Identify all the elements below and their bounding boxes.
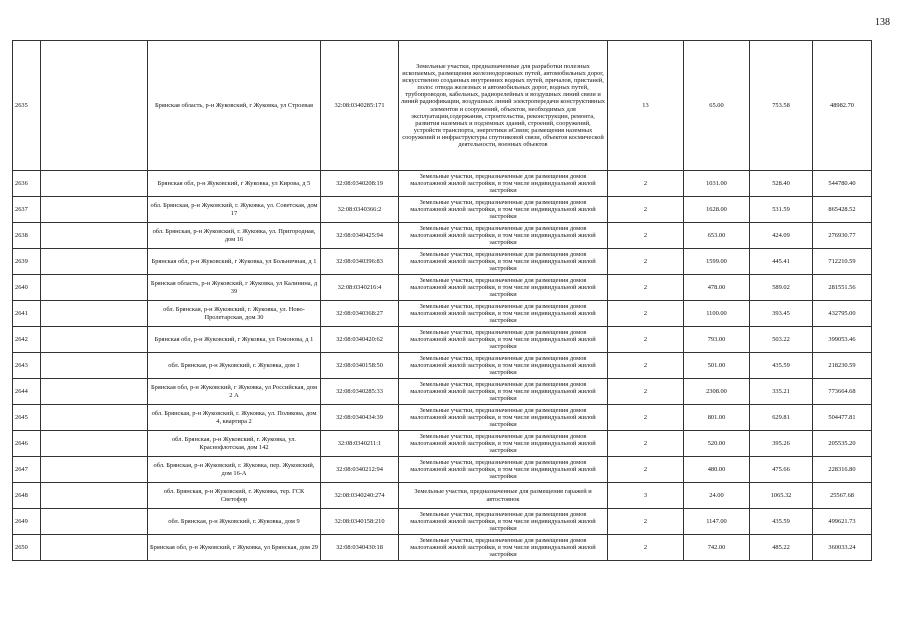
land-use-cell: Земельные участки, предназначенные для размещения домов малоэтажной жилой застройки, в том числе индивидуальной жилой застройки (399, 535, 608, 561)
area-cell: 24.00 (684, 483, 750, 509)
row-number: 2639 (13, 249, 41, 275)
empty-cell (41, 223, 148, 249)
empty-cell (41, 535, 148, 561)
row-number: 2636 (13, 171, 41, 197)
cadastral-value-cell: 499621.73 (813, 509, 872, 535)
land-use-cell: Земельные участки, предназначенные для размещения домов малоэтажной жилой застройки, в том числе индивидуальной жилой застройки (399, 379, 608, 405)
table-row (13, 171, 872, 197)
row-number: 2647 (13, 457, 41, 483)
table-row (13, 509, 872, 535)
address-cell: обл. Брянская, р-н Жуковский, г. Жуковка, ул. Полякова, дом 4, квартира 2 (148, 405, 321, 431)
use-group-cell: 2 (608, 275, 684, 301)
empty-cell (41, 405, 148, 431)
row-number: 2649 (13, 509, 41, 535)
cadastral-number-cell: 32:08:0340158:50 (321, 353, 399, 379)
empty-cell (41, 379, 148, 405)
empty-cell (41, 509, 148, 535)
address-cell: обл. Брянская, р-н Жуковский, г. Жуковка, дом 1 (148, 353, 321, 379)
use-group-cell: 2 (608, 353, 684, 379)
cadastral-value-cell: 773664.68 (813, 379, 872, 405)
page-number: 138 (875, 17, 890, 28)
cadastral-value-cell: 504477.81 (813, 405, 872, 431)
table-row (13, 483, 872, 509)
land-use-cell: Земельные участки, предназначенные для размещения домов малоэтажной жилой застройки, в том числе индивидуальной жилой застройки (399, 249, 608, 275)
use-group-cell: 2 (608, 535, 684, 561)
row-number: 2650 (13, 535, 41, 561)
area-cell: 742.00 (684, 535, 750, 561)
row-number: 2638 (13, 223, 41, 249)
land-use-cell: Земельные участки, предназначенные для разработки полезных ископаемых, размещения железнодорожных путей, автомобильных дорог, искусственно созданных внутренних водных путей, причалов, пристаней, полос отвода железных и автомобильных дорог, водных путей, трубопроводов, кабельных, радиорелейных и воздушных линий связи и линий радиофикации, воздушных линий электропередачи конструктивных элементов и сооружений, объектов, необходимых для эксплуатации,содержания, строительства, реконструкции, ремонта, развития наземных и подземных зданий, строений, сооружений, устройств транспорта, энергетики иСвязи; размещения наземных сооружений и инфраструктуры спутниковой связи, объектов космической деятельности, военных объектов (399, 41, 608, 171)
area-cell: 793.00 (684, 327, 750, 353)
cadastral-value-cell: 544780.40 (813, 171, 872, 197)
table-row (13, 353, 872, 379)
row-number: 2648 (13, 483, 41, 509)
area-cell: 1100.00 (684, 301, 750, 327)
specific-value-cell: 424.09 (750, 223, 813, 249)
cadastral-value-cell: 399053.46 (813, 327, 872, 353)
specific-value-cell: 335.21 (750, 379, 813, 405)
cadastral-value-cell: 360033.24 (813, 535, 872, 561)
cadastral-number-cell: 32:08:0340430:18 (321, 535, 399, 561)
area-cell: 653.00 (684, 223, 750, 249)
empty-cell (41, 327, 148, 353)
empty-cell (41, 171, 148, 197)
use-group-cell: 2 (608, 171, 684, 197)
area-cell: 1599.00 (684, 249, 750, 275)
row-number: 2643 (13, 353, 41, 379)
cadastral-number-cell: 32:08:0340425:94 (321, 223, 399, 249)
land-use-cell: Земельные участки, предназначенные для размещения домов малоэтажной жилой застройки, в том числе индивидуальной жилой застройки (399, 197, 608, 223)
use-group-cell: 3 (608, 483, 684, 509)
address-cell: Брянская обл, р-н Жуковский, г Жуковка, ул Брянская, дом 29 (148, 535, 321, 561)
row-number: 2646 (13, 431, 41, 457)
area-cell: 65.00 (684, 41, 750, 171)
table-row (13, 275, 872, 301)
specific-value-cell: 1065.32 (750, 483, 813, 509)
row-number: 2642 (13, 327, 41, 353)
use-group-cell: 2 (608, 509, 684, 535)
table-row (13, 197, 872, 223)
use-group-cell: 2 (608, 405, 684, 431)
table-row (13, 41, 872, 171)
address-cell: обл. Брянская, р-н Жуковский, г. Жуковка, дом 9 (148, 509, 321, 535)
area-cell: 501.00 (684, 353, 750, 379)
empty-cell (41, 353, 148, 379)
table-row (13, 327, 872, 353)
specific-value-cell: 503.22 (750, 327, 813, 353)
row-number: 2637 (13, 197, 41, 223)
empty-cell (41, 249, 148, 275)
address-cell: Брянская область, р-н Жуковский, г Жуковка, ул Строевая (148, 41, 321, 171)
cadastral-number-cell: 32:08:0340366:2 (321, 197, 399, 223)
land-register-table (12, 40, 872, 561)
cadastral-number-cell: 32:08:0340216:4 (321, 275, 399, 301)
land-use-cell: Земельные участки, предназначенные для размещения домов малоэтажной жилой застройки, в том числе индивидуальной жилой застройки (399, 275, 608, 301)
cadastral-value-cell: 276930.77 (813, 223, 872, 249)
use-group-cell: 2 (608, 431, 684, 457)
area-cell: 480.00 (684, 457, 750, 483)
use-group-cell: 2 (608, 301, 684, 327)
specific-value-cell: 629.81 (750, 405, 813, 431)
empty-cell (41, 483, 148, 509)
specific-value-cell: 395.26 (750, 431, 813, 457)
address-cell: обл. Брянская, р-н Жуковский, г. Жуковка, ул. Ново-Пролетарская, дом 30 (148, 301, 321, 327)
specific-value-cell: 753.58 (750, 41, 813, 171)
row-number: 2635 (13, 41, 41, 171)
land-use-cell: Земельные участки, предназначенные для размещения домов малоэтажной жилой застройки, в том числе индивидуальной жилой застройки (399, 353, 608, 379)
row-number: 2641 (13, 301, 41, 327)
empty-cell (41, 301, 148, 327)
table-body (13, 41, 872, 561)
land-use-cell: Земельные участки, предназначенные для размещения домов малоэтажной жилой застройки, в том числе индивидуальной жилой застройки (399, 171, 608, 197)
address-cell: обл. Брянская, р-н Жуковский, г. Жуковка, ул. Советская, дом 17 (148, 197, 321, 223)
address-cell: Брянская область, р-н Жуковский, г Жуковка, ул Калинина, д 39 (148, 275, 321, 301)
use-group-cell: 2 (608, 327, 684, 353)
row-number: 2640 (13, 275, 41, 301)
use-group-cell: 2 (608, 197, 684, 223)
table-row (13, 535, 872, 561)
land-use-cell: Земельные участки, предназначенные для размещения домов малоэтажной жилой застройки, в том числе индивидуальной жилой застройки (399, 431, 608, 457)
specific-value-cell: 475.66 (750, 457, 813, 483)
use-group-cell: 2 (608, 379, 684, 405)
table-row (13, 249, 872, 275)
area-cell: 478.00 (684, 275, 750, 301)
empty-cell (41, 275, 148, 301)
specific-value-cell: 393.45 (750, 301, 813, 327)
address-cell: обл. Брянская, р-н Жуковский, г. Жуковка, ул. Краснофлотская, дом 142 (148, 431, 321, 457)
area-cell: 1147.00 (684, 509, 750, 535)
cadastral-value-cell: 228316.80 (813, 457, 872, 483)
table-row (13, 223, 872, 249)
cadastral-number-cell: 32:08:0340285:171 (321, 41, 399, 171)
land-use-cell: Земельные участки, предназначенные для размещения домов малоэтажной жилой застройки, в том числе индивидуальной жилой застройки (399, 405, 608, 431)
area-cell: 520.00 (684, 431, 750, 457)
table-row (13, 405, 872, 431)
table-row (13, 379, 872, 405)
cadastral-value-cell: 218230.59 (813, 353, 872, 379)
address-cell: Брянская обл, р-н Жуковский, г Жуковка, ул Гомонова, д 1 (148, 327, 321, 353)
land-use-cell: Земельные участки, предназначенные для размещения домов малоэтажной жилой застройки, в том числе индивидуальной жилой застройки (399, 327, 608, 353)
cadastral-number-cell: 32:08:0340396:83 (321, 249, 399, 275)
cadastral-number-cell: 32:08:0340212:94 (321, 457, 399, 483)
row-number: 2645 (13, 405, 41, 431)
address-cell: Брянская обл, р-н Жуковский, г Жуковка, ул Больничная, д 1 (148, 249, 321, 275)
cadastral-value-cell: 25567.68 (813, 483, 872, 509)
cadastral-value-cell: 281551.56 (813, 275, 872, 301)
empty-cell (41, 431, 148, 457)
cadastral-number-cell: 32:08:0340158:210 (321, 509, 399, 535)
cadastral-value-cell: 865428.52 (813, 197, 872, 223)
address-cell: обл. Брянская, р-н Жуковский, г. Жуковка, пер. Жуковский, дом 16-А (148, 457, 321, 483)
area-cell: 801.00 (684, 405, 750, 431)
cadastral-number-cell: 32:08:0340368:27 (321, 301, 399, 327)
cadastral-number-cell: 32:08:0340285:33 (321, 379, 399, 405)
row-number: 2644 (13, 379, 41, 405)
table-row (13, 301, 872, 327)
address-cell: обл. Брянская, р-н Жуковский, г. Жуковка, ул. Пригородная, дом 16 (148, 223, 321, 249)
specific-value-cell: 435.59 (750, 509, 813, 535)
cadastral-number-cell: 32:08:0340434:39 (321, 405, 399, 431)
cadastral-number-cell: 32:08:0340211:1 (321, 431, 399, 457)
address-cell: обл. Брянская, р-н Жуковский, г. Жуковка, тер. ГСК Светофор (148, 483, 321, 509)
cadastral-value-cell: 712210.59 (813, 249, 872, 275)
area-cell: 1031.00 (684, 171, 750, 197)
specific-value-cell: 485.22 (750, 535, 813, 561)
use-group-cell: 2 (608, 457, 684, 483)
area-cell: 1628.00 (684, 197, 750, 223)
address-cell: Брянская обл, р-н Жуковский, г Жуковка, ул Российская, дом 2 А (148, 379, 321, 405)
empty-cell (41, 457, 148, 483)
use-group-cell: 2 (608, 223, 684, 249)
use-group-cell: 13 (608, 41, 684, 171)
specific-value-cell: 589.02 (750, 275, 813, 301)
cadastral-value-cell: 205535.20 (813, 431, 872, 457)
specific-value-cell: 528.40 (750, 171, 813, 197)
cadastral-number-cell: 32:08:0340240:274 (321, 483, 399, 509)
cadastral-number-cell: 32:08:0340208:19 (321, 171, 399, 197)
land-use-cell: Земельные участки, предназначенные для размещения домов малоэтажной жилой застройки, в том числе индивидуальной жилой застройки (399, 301, 608, 327)
table-row (13, 457, 872, 483)
land-use-cell: Земельные участки, предназначенные для размещения домов малоэтажной жилой застройки, в том числе индивидуальной жилой застройки (399, 457, 608, 483)
table-row (13, 431, 872, 457)
empty-cell (41, 197, 148, 223)
address-cell: Брянская обл, р-н Жуковский, г Жуковка, ул Кирова, д 5 (148, 171, 321, 197)
specific-value-cell: 531.59 (750, 197, 813, 223)
land-use-cell: Земельные участки, предназначенные для размещения домов малоэтажной жилой застройки, в том числе индивидуальной жилой застройки (399, 509, 608, 535)
land-use-cell: Земельные участки, предназначенные для размещения гаражей и автостоянок (399, 483, 608, 509)
specific-value-cell: 435.59 (750, 353, 813, 379)
cadastral-number-cell: 32:08:0340420:62 (321, 327, 399, 353)
land-use-cell: Земельные участки, предназначенные для размещения домов малоэтажной жилой застройки, в том числе индивидуальной жилой застройки (399, 223, 608, 249)
cadastral-value-cell: 48982.70 (813, 41, 872, 171)
use-group-cell: 2 (608, 249, 684, 275)
specific-value-cell: 445.41 (750, 249, 813, 275)
empty-cell (41, 41, 148, 171)
area-cell: 2308.00 (684, 379, 750, 405)
cadastral-value-cell: 432795.00 (813, 301, 872, 327)
